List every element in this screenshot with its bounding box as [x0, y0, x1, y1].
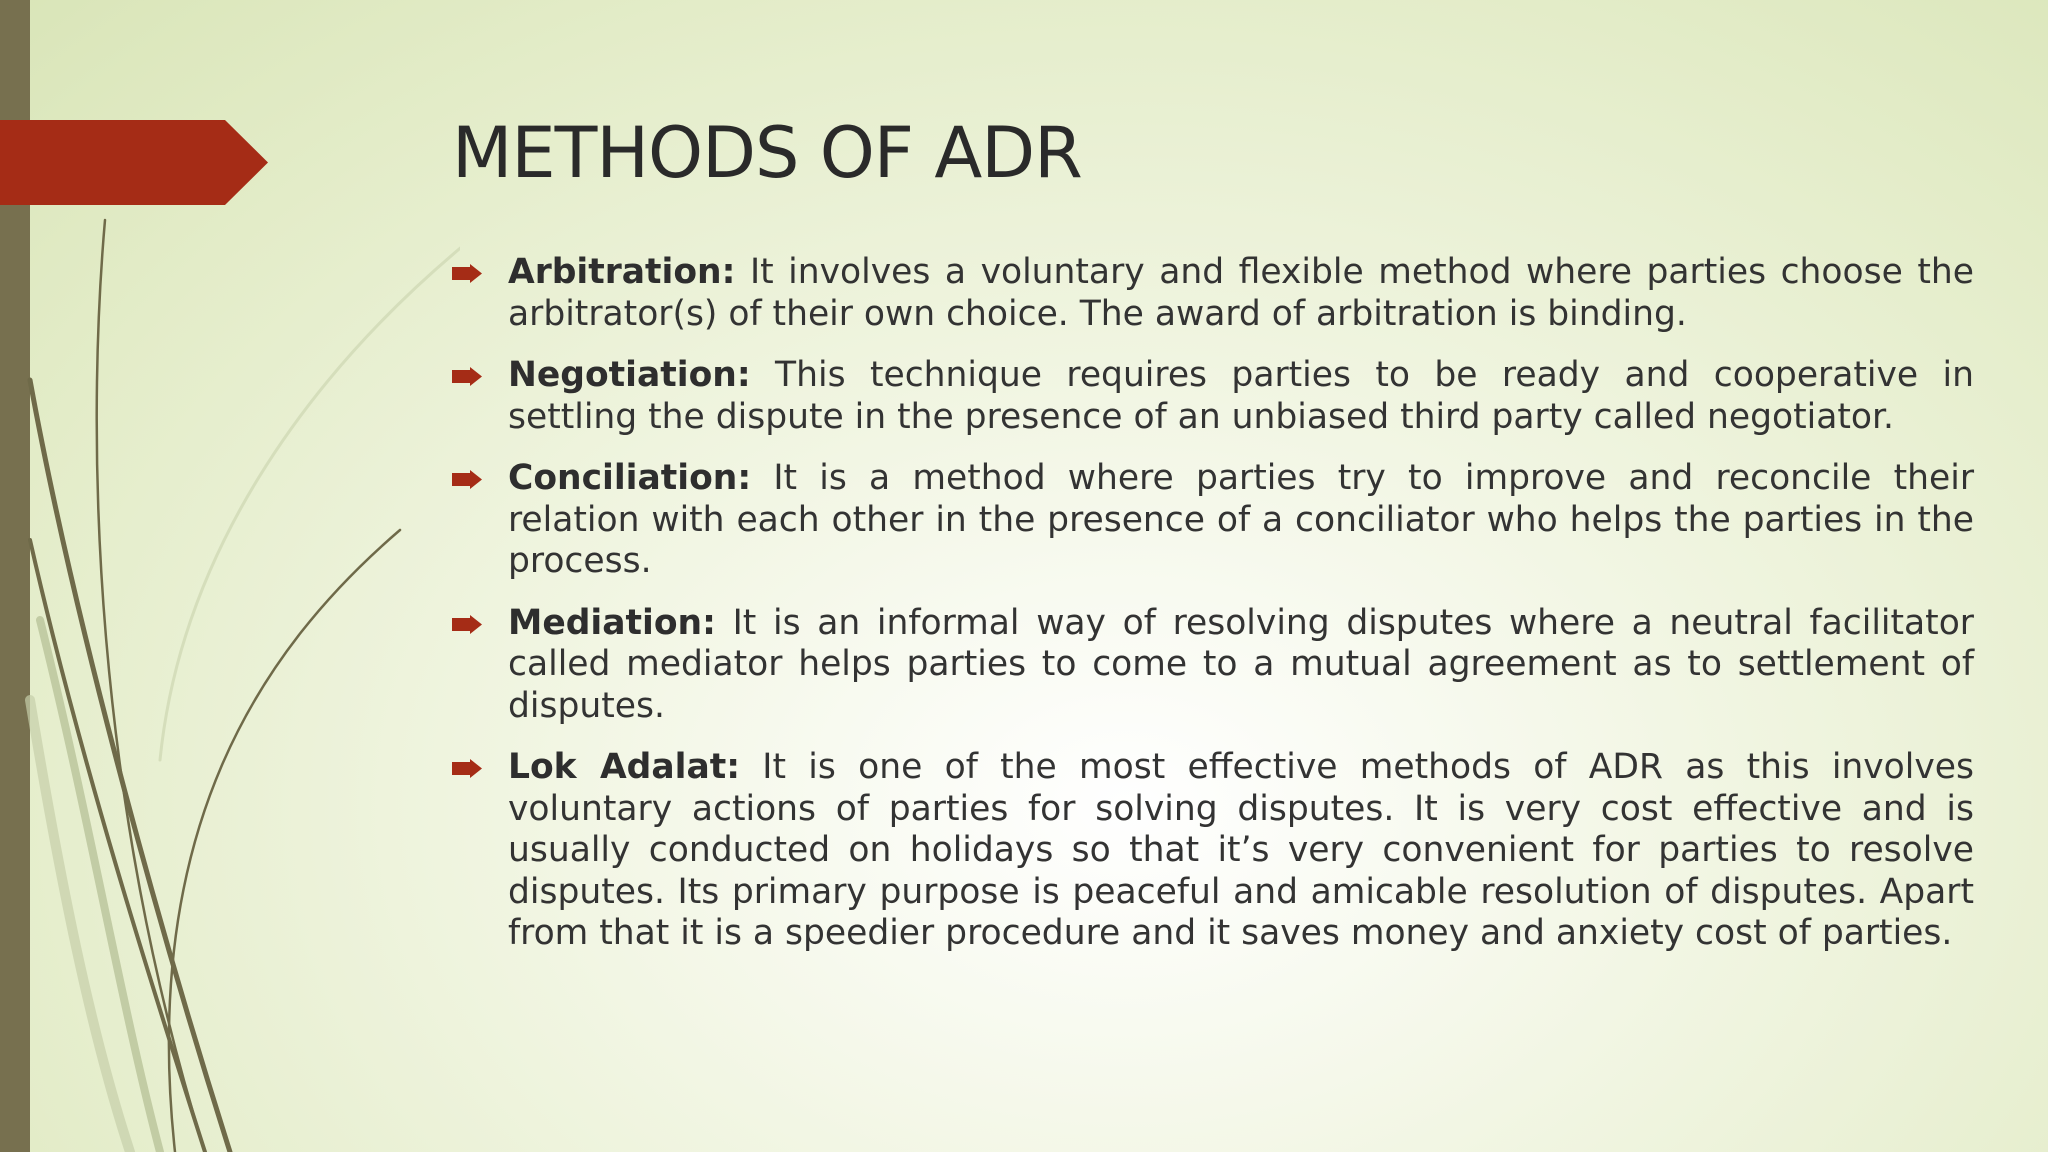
list-item-mediation	[452, 603, 1974, 728]
arrow-bullet-icon	[452, 759, 482, 778]
item-term: Conciliation:	[508, 458, 752, 498]
item-text: It is an informal way of resolving disputes where a neutral facilitator called mediator helps parties to come to a mutual agreement as to settlement of disputes.	[508, 602, 1974, 726]
item-term: Mediation:	[508, 602, 716, 643]
list-item-conciliation	[452, 458, 1974, 583]
arrow-bullet-icon	[452, 367, 482, 386]
item-text: It involves a voluntary and flexible method where parties choose the arbitrator(s) of their own choice. The award of arbitration is binding.	[508, 252, 1974, 334]
item-text: This technique requires parties to be ready and cooperative in settling the dispute in the presence of an unbiased third party called negotiator.	[508, 355, 1974, 437]
arrow-bullet-icon	[452, 615, 482, 634]
item-text: It is a method where parties try to improve and reconcile their relation with each other in the presence of a conciliator who helps the parties in the process.	[508, 458, 1974, 581]
arrow-bullet-icon	[452, 470, 482, 489]
item-term: Lok Adalat:	[508, 747, 741, 787]
bullet-list	[452, 252, 1974, 975]
item-term: Negotiation:	[508, 355, 751, 395]
flag-arrow-icon	[0, 120, 268, 205]
list-item-negotiation	[452, 355, 1974, 438]
list-item-lok-adalat	[452, 747, 1974, 955]
slide-title: METHODS OF ADR	[452, 112, 1082, 194]
arrow-bullet-icon	[452, 264, 482, 283]
item-term: Arbitration:	[508, 252, 736, 292]
item-text: It is one of the most effective methods of ADR as this involves voluntary actions of parties for solving disputes. It is very cost effective and is usually conducted on holidays so that it’s very convenient for parties to resolve disputes. Its primary purpose is peaceful and amicable resolution of disputes. Apart from that it is a speedier procedure and it saves money and anxiety cost of parties.	[508, 747, 1974, 953]
list-item-arbitration	[452, 252, 1974, 335]
